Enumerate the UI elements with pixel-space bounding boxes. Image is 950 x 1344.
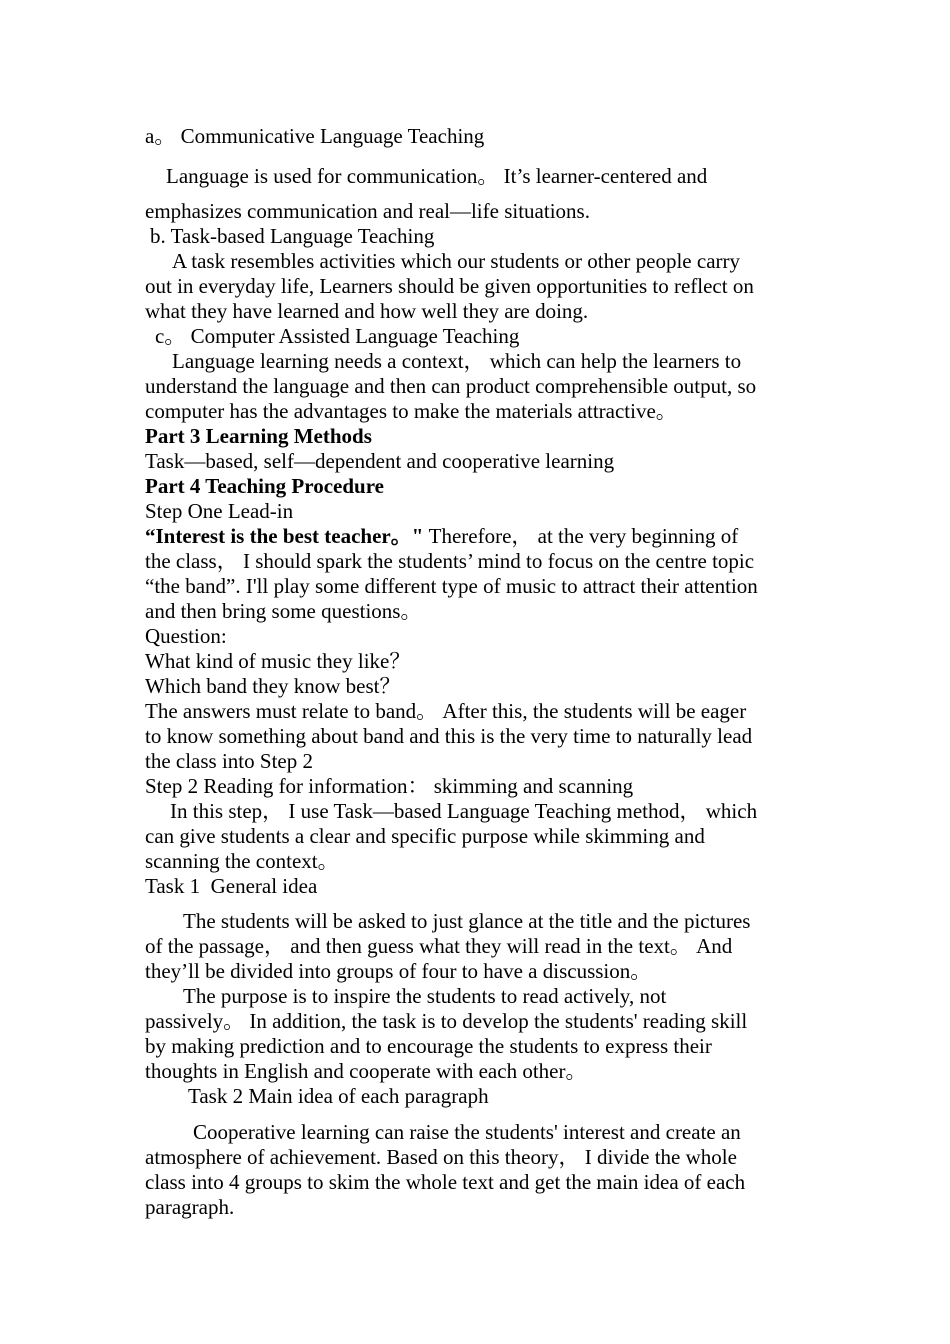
step2-title: Step 2 Reading for information： skimming and scanning (145, 774, 634, 798)
task2-line: paragraph. (145, 1195, 235, 1219)
task2-line: atmosphere of achievement. Based on this theory， I divide the whole (145, 1145, 737, 1169)
answer-line: the class into Step 2 (145, 749, 313, 773)
task1-section (145, 909, 805, 1109)
step1-title: Step One Lead-in (145, 499, 294, 523)
paragraph-b-line: out in everyday life, Learners should be given opportunities to reflect on (145, 274, 754, 298)
quote-rest: Therefore， at the very beginning of (423, 524, 739, 548)
question-item: Which band they know best？ (145, 674, 401, 698)
task1-p2-line: The purpose is to inspire the students to read actively, not (183, 984, 667, 1008)
task2-line: class into 4 groups to skim the whole text and get the main idea of each (145, 1170, 746, 1194)
step1-line: “the band”. I'll play some different type of music to attract their attention (145, 574, 758, 598)
part4-title: Part 4 Teaching Procedure (145, 474, 384, 498)
task2-line: Cooperative learning can raise the students' interest and create an (193, 1120, 741, 1144)
step2-line: scanning the context。 (145, 849, 339, 873)
task1-p1-line: they’ll be divided into groups of four to have a discussion。 (145, 959, 652, 983)
paragraph-b-line: A task resembles activities which our students or other people carry (172, 249, 741, 273)
part3-title: Part 3 Learning Methods (145, 424, 372, 448)
paragraph-a-cont (145, 199, 805, 224)
answer-line: to know something about band and this is the very time to naturally lead (145, 724, 753, 748)
quote-bold: “Interest is the best teacher。" (145, 524, 424, 548)
paragraph-a (145, 164, 805, 189)
section-b (145, 224, 805, 899)
answer-line: The answers must relate to band。 After this, the students will be eager (145, 699, 747, 723)
step1-line: the class， I should spark the students’ mind to focus on the centre topic (145, 549, 755, 573)
paragraph-c-line: understand the language and then can product comprehensible output, so (145, 374, 757, 398)
step2-line: can give students a clear and specific purpose while skimming and (145, 824, 705, 848)
task1-p1-line: The students will be asked to just glance at the title and the pictures (183, 909, 751, 933)
question-label: Question: (145, 624, 227, 648)
step1-quote-line (145, 524, 805, 549)
part3-text: Task—based, self—dependent and cooperative learning (145, 449, 615, 473)
paragraph-c-line: Language learning needs a context， which can help the learners to (172, 349, 742, 373)
task1-p2-line: thoughts in English and cooperate with each other。 (145, 1059, 587, 1083)
step2-line: In this step， I use Task—based Language Teaching method， which (170, 799, 758, 823)
paragraph-b-line: what they have learned and how well they are doing. (145, 299, 589, 323)
paragraph-a-line: emphasizes communication and real—life situations. (145, 199, 590, 223)
step1-line: and then bring some questions。 (145, 599, 422, 623)
heading-c: c。 Computer Assisted Language Teaching (155, 324, 520, 348)
task1-p1-line: of the passage， and then guess what they will read in the text。 And (145, 934, 733, 958)
task2-section (145, 1120, 805, 1220)
task2-title: Task 2 Main idea of each paragraph (188, 1084, 489, 1108)
task1-p2-line: passively。 In addition, the task is to develop the students' reading skill (145, 1009, 748, 1033)
question-item: What kind of music they like？ (145, 649, 411, 673)
task1-title: Task 1 General idea (145, 874, 318, 898)
task1-p2-line: by making prediction and to encourage the students to express their (145, 1034, 712, 1058)
paragraph-c-line: computer has the advantages to make the materials attractive。 (145, 399, 677, 423)
paragraph-a-line: Language is used for communication。 It’s learner-centered and (166, 164, 708, 188)
heading-a (145, 124, 805, 149)
heading-b: b. Task-based Language Teaching (150, 224, 435, 248)
heading-a-text: a。 Communicative Language Teaching (145, 124, 485, 148)
